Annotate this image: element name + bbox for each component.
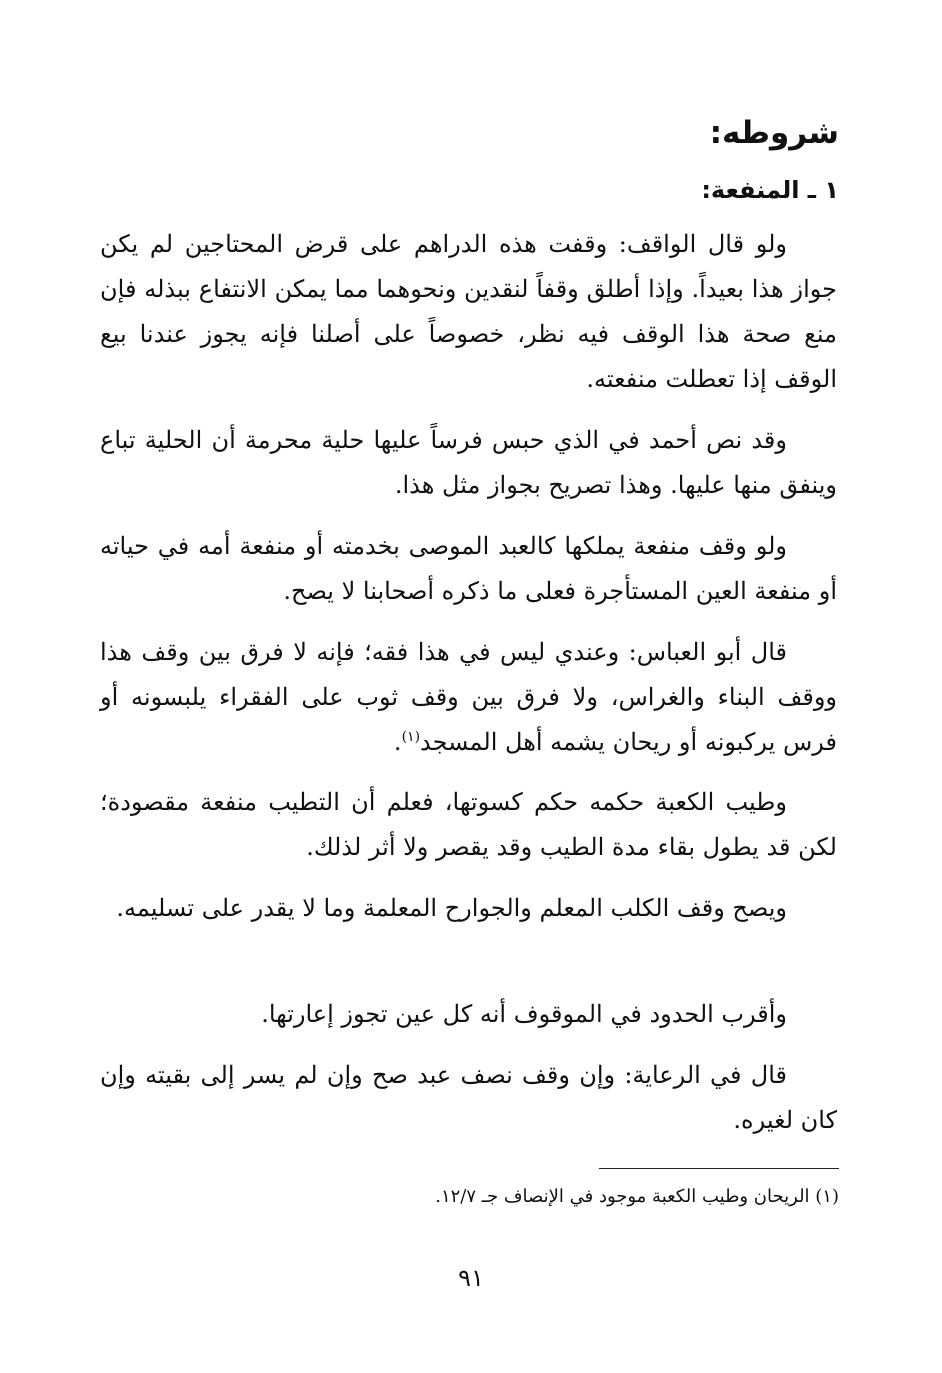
- footnote: (١) الريحان وطيب الكعبة موجود في الإنصاف جـ ١٢/٧.: [435, 1186, 839, 1207]
- paragraph-4-end: .: [393, 728, 402, 756]
- paragraph-8: قال في الرعاية: وإن وقف نصف عبد صح وإن لم يسر إلى بقيته وإن كان لغيره.: [100, 1061, 837, 1134]
- paragraph-4: [100, 630, 837, 765]
- page-number: ٩١: [458, 1264, 484, 1292]
- footnote-divider: [599, 1168, 839, 1169]
- footnote-reference: (١): [401, 729, 421, 745]
- subsection-heading: ١ ـ المنفعة:: [701, 176, 839, 204]
- paragraph-1: ولو قال الواقف: وقفت هذه الدراهم على قرض المحتاجين لم يكن جواز هذا بعيداً. وإذا أطلق وقفاً لنقدين ونحوهما مما يمكن الانتفاع ببذله فإن منع صحة هذا الوقف فيه نظر، خصوصاً على أصلنا فإنه يجوز عندنا بيع الوقف إذا تعطلت منفعته.: [100, 230, 837, 393]
- paragraph-2: وقد نص أحمد في الذي حبس فرساً عليها حلية محرمة أن الحلية تباع وينفق منها عليها. وهذا تصريح بجواز مثل هذا.: [100, 426, 837, 499]
- paragraph-4-text: قال أبو العباس: وعندي ليس في هذا فقه؛ فإنه لا فرق بين وقف هذا ووقف البناء والغراس، ولا فرق بين وقف ثوب على الفقراء يلبسونه أو فرس يركبونه أو ريحان يشمه أهل المسجد: [100, 638, 837, 756]
- paragraph-3: ولو وقف منفعة يملكها كالعبد الموصى بخدمته أو منفعة أمه في حياته أو منفعة العين المستأجرة فعلى ما ذكره أصحابنا لا يصح.: [100, 532, 837, 605]
- section-heading: شروطه:: [709, 115, 839, 151]
- paragraph-6: ويصح وقف الكلب المعلم والجوارح المعلمة وما لا يقدر على تسليمه.: [116, 894, 787, 922]
- paragraph-7: وأقرب الحدود في الموقوف أنه كل عين تجوز إعارتها.: [261, 1000, 787, 1028]
- paragraph-5: وطيب الكعبة حكمه حكم كسوتها، فعلم أن التطيب منفعة مقصودة؛ لكن قد يطول بقاء مدة الطيب وقد يقصر ولا أثر لذلك.: [100, 788, 837, 861]
